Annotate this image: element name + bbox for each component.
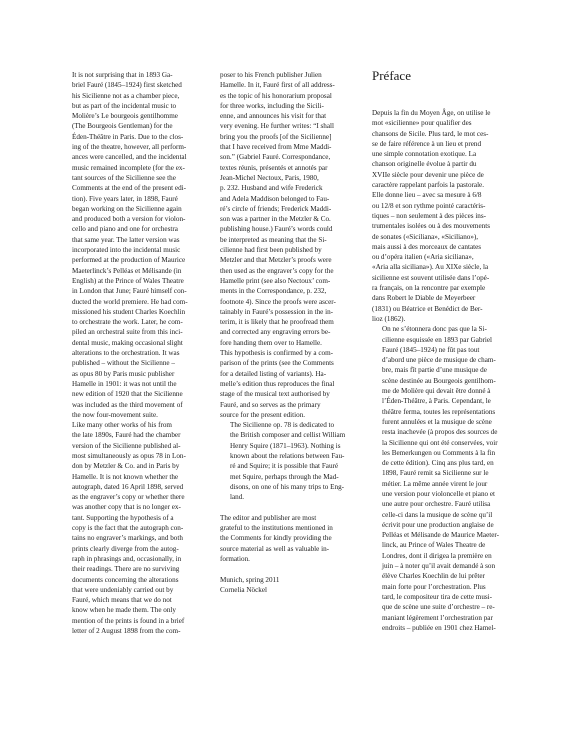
- text-line: tion). Five years later, in 1898, Fauré: [72, 194, 178, 203]
- text-line: The editor and publisher are most: [220, 513, 317, 522]
- text-line: mot «sicilienne» pour qualifier des: [372, 119, 472, 128]
- text-line: that I have received from Mme Maddi-: [220, 143, 332, 152]
- text-line: letter of 2 August 1898 from the com-: [72, 627, 181, 636]
- text-line: (The Bourgeois Gentleman) for the: [72, 122, 173, 131]
- text-line: copy is the fact that the autograph con-: [72, 524, 184, 533]
- text-line: linck, au Prince of Wales Theatre de: [382, 541, 486, 550]
- text-line: to orchestrate the work. Later, he com-: [72, 318, 183, 327]
- text-line: that same year. The latter version was: [72, 235, 180, 244]
- text-line: tant sources of the Sicilienne see the: [72, 173, 176, 182]
- text-line: footnote 4). Since the proofs were ascer-: [220, 297, 336, 306]
- text-line: ments in the Correspondance, p. 232,: [220, 287, 327, 296]
- text-line: ances were cancelled, and the incidental: [72, 153, 187, 162]
- text-line: chansons de Sicile. Plus tard, le mot ces-: [372, 129, 489, 138]
- text-line: Jean-Michel Nectoux, Paris, 1980,: [220, 173, 319, 182]
- text-line: the British composer and cellist William: [230, 431, 346, 440]
- text-line: formation.: [220, 554, 250, 563]
- text-line: Hamelle print (see also Nectoux’ com-: [220, 276, 331, 285]
- text-line: resta inachevée (à propos des sources de: [382, 428, 498, 437]
- text-line: Molière’s Le bourgeois gentilhomme: [72, 112, 178, 121]
- text-line: and corrected any engraving errors be-: [220, 328, 331, 337]
- text-line: théâtre ferma, toutes les représentations: [382, 407, 496, 416]
- text-line: very evening. He further writes: “I shall: [220, 122, 335, 131]
- text-line: de cette édition). Cinq ans plus tard, en: [382, 459, 494, 468]
- text-line: This hypothesis is confirmed by a com-: [220, 349, 334, 358]
- text-line: Fauré, which means that we do not: [72, 596, 172, 605]
- paragraph: [372, 324, 522, 633]
- text-line: for a detailed listing of variants). Ha-: [220, 369, 327, 378]
- text-line: maniant légèrement l’orchestration par: [382, 613, 493, 622]
- text-line: tiques – non seulement à des pièces ins-: [372, 211, 487, 220]
- text-line: and Adela Maddison belonged to Fau-: [220, 194, 330, 203]
- text-line: that were undeniably carried out by: [72, 585, 174, 594]
- text-line: ou 12/8 et son rythme pointé caractéris-: [372, 201, 486, 210]
- text-line: their readings. There are no surviving: [72, 565, 180, 574]
- text-line: Pelléas et Mélisande de Maurice Maeter-: [382, 531, 500, 540]
- text-line: Like many other works of his from: [72, 421, 172, 430]
- text-line: don by Metzler & Co. and in Paris by: [72, 462, 180, 471]
- text-line: cilienne esquissée en 1893 par Gabriel: [382, 335, 493, 344]
- paragraph: [220, 420, 370, 502]
- text-line: Hamelle in 1901: it was not until the: [72, 379, 177, 388]
- text-line: publishing house.) Fauré’s words could: [220, 225, 333, 234]
- text-line: dans Robert le Diable de Meyerbeer: [372, 294, 476, 303]
- text-line: XVIIe siècle pour devenir une pièce de: [372, 170, 484, 179]
- text-line: It is not surprising that in 1893 Ga-: [72, 71, 173, 79]
- text-line: tainably in Fauré’s possession in the in-: [220, 307, 334, 316]
- text-line: Éden-Théâtre in Paris. Due to the clos-: [72, 132, 184, 141]
- text-line: Hamelle. It is not known whether the: [72, 472, 179, 481]
- text-line: Cornelia Nöckel: [220, 585, 267, 594]
- text-line: écrivit pour une production anglaise de: [382, 520, 494, 529]
- paragraph: [220, 70, 370, 420]
- text-line: lioz (1862).: [372, 314, 406, 323]
- text-line: cello and piano and one for orchestra: [72, 225, 178, 234]
- text-line: and produced both a version for violon-: [72, 215, 186, 224]
- text-line: raph in phrasings and, occasionally, in: [72, 554, 182, 563]
- text-line: music remained incomplete (for the ex-: [72, 163, 185, 172]
- text-line: Metzler and that Metzler’s proofs were: [220, 256, 332, 265]
- text-line: chanson originelle évolue à partir du: [372, 160, 477, 169]
- text-line: began working on the Sicilienne again: [72, 204, 182, 213]
- text-line: textes réunis, présentés et annotés par: [220, 163, 328, 172]
- text-line: me de Molière qui devait être donné à: [382, 387, 491, 396]
- text-line: bre, mais fît partie d’une musique de: [382, 366, 487, 375]
- text-line: Fauré, and so serves as the primary: [220, 400, 321, 409]
- text-line: sicilienne est souvent utilisée dans l’opé-: [372, 273, 490, 282]
- text-line: terim, it is likely that he proofread them: [220, 318, 334, 327]
- text-line: Hamelle. In it, Fauré first of all address-: [220, 81, 335, 90]
- text-line: mais aussi à des morceaux de cantates: [372, 242, 482, 251]
- text-line: prints clearly diverge from the autog-: [72, 544, 179, 553]
- text-line: Comments at the end of the present edi-: [72, 184, 187, 193]
- preface-heading: Préface: [372, 68, 411, 83]
- text-line: his Sicilienne not as a chamber piece,: [72, 91, 180, 100]
- text-line: son was a partner in the Metzler & Co.: [220, 215, 331, 224]
- text-line: in London that June; Fauré himself con-: [72, 287, 187, 296]
- text-line: missioned his student Charles Koechlin: [72, 307, 186, 316]
- text-line: une simple connotation exotique. La: [372, 150, 477, 159]
- text-line: «Aria alla siciliana»). Au XIXe siècle, la: [372, 263, 489, 272]
- text-line: On ne s’étonnera donc pas que la Si-: [382, 325, 487, 334]
- acknowledgement-paragraph: [220, 513, 370, 564]
- paragraph: [62, 70, 212, 420]
- text-line: élève Charles Koechlin de lui prêter: [382, 572, 485, 581]
- text-line: piled an orchestral suite from this inci-: [72, 328, 183, 337]
- text-line: grateful to the institutions mentioned in: [220, 524, 333, 533]
- text-line: met Squire, perhaps through the Mad-: [230, 472, 339, 481]
- text-line: the now four-movement suite.: [72, 410, 158, 419]
- paragraph: [62, 420, 212, 636]
- text-line: documents concerning the alterations: [72, 575, 179, 584]
- text-line: une autre pour orchestre. Fauré utilisa: [382, 500, 491, 509]
- text-line: the late 1890s, Fauré had the chamber: [72, 431, 181, 440]
- text-line: source material as well as valuable in-: [220, 544, 330, 553]
- text-line: The Sicilienne op. 78 is dedicated to: [230, 421, 335, 430]
- text-line: Londres, dont il dirigea la première en: [382, 551, 492, 560]
- text-line: les Bemerkungen ou Comments à la fin: [382, 448, 496, 457]
- text-line: Fauré (1845–1924) ne fût pas tout: [382, 345, 480, 354]
- text-line: scène destinée au Bourgeois gentilhom-: [382, 376, 496, 385]
- text-line: be interpreted as meaning that the Si-: [220, 235, 327, 244]
- text-line: mention of the prints is found in a brief: [72, 616, 185, 625]
- text-line: alterations to the orchestration. It was: [72, 349, 180, 358]
- text-line: but as part of the incidental music to: [72, 101, 177, 110]
- text-line: ou d’opéra italien («Aria siciliana»,: [372, 253, 474, 262]
- paragraph: [372, 108, 522, 324]
- text-line: disons, on one of his many trips to Eng-: [230, 482, 345, 491]
- text-line: Elle donne lieu – avec sa mesure à 6/8: [372, 191, 482, 200]
- text-line: (1831) ou Béatrice et Benédict de Ber-: [372, 304, 483, 313]
- text-line: poser to his French publisher Julien: [220, 71, 322, 79]
- text-line: enne, and announces his visit for that: [220, 112, 327, 121]
- text-line: ré’s circle of friends; Frederick Maddi-: [220, 204, 332, 213]
- text-line: de sonates («Siciliana», «Siciliano»),: [372, 232, 479, 241]
- text-line: furent annulées et la musique de scène: [382, 417, 492, 426]
- text-line: dental music, making occasional slight: [72, 338, 183, 347]
- text-line: métier. La même année virent le jour: [382, 479, 488, 488]
- text-line: known about the relations between Fau-: [230, 451, 345, 460]
- text-line: d’abord une pièce de musique de cham-: [382, 356, 496, 365]
- text-line: 1898, Fauré remit sa Sicilienne sur le: [382, 469, 489, 478]
- text-line: tant. Supporting the hypothesis of a: [72, 513, 174, 522]
- text-line: Maeterlinck’s Pelléas et Mélisande (in: [72, 266, 182, 275]
- text-line: performed at the production of Maurice: [72, 256, 186, 265]
- text-line: then used as the engraver’s copy for the: [220, 266, 334, 275]
- text-line: for three works, including the Sicili-: [220, 101, 324, 110]
- text-line: source for the present edition.: [220, 410, 306, 419]
- text-line: English) at the Prince of Wales Theatre: [72, 276, 184, 285]
- text-line: ré and Squire; it is possible that Fauré: [230, 462, 339, 471]
- text-line: juin – à noter qu’il avait demandé à son: [382, 562, 496, 571]
- text-line: published – without the Sicilienne –: [72, 359, 175, 368]
- text-line: most simultaneously as opus 78 in Lon-: [72, 451, 186, 460]
- text-line: incorporated into the incidental music: [72, 246, 181, 255]
- text-line: l’Éden-Théâtre, à Paris. Cependant, le: [382, 397, 491, 406]
- text-line: parison of the prints (see the Comments: [220, 359, 334, 368]
- signature-block: [220, 575, 370, 596]
- text-line: was included as the third movement of: [72, 400, 183, 409]
- text-line: la Sicilienne qui ont été conservées, voir: [382, 438, 498, 447]
- text-line: une version pour violoncelle et piano et: [382, 489, 496, 498]
- text-line: Depuis la fin du Moyen Âge, on utilise le: [372, 109, 491, 117]
- text-line: as opus 80 by Paris music publisher: [72, 369, 175, 378]
- text-line: autograph, dated 16 April 1898, served: [72, 482, 184, 491]
- text-line: land.: [230, 493, 245, 502]
- text-line: new edition of 1920 that the Sicilienne: [72, 390, 183, 399]
- text-line: know when he made them. The only: [72, 606, 176, 615]
- text-line: es the topic of his honorarium proposal: [220, 91, 332, 100]
- text-line: ing of the theatre, however, all perform-: [72, 143, 187, 152]
- text-line: trumentales isolées ou à des mouvements: [372, 222, 490, 231]
- text-line: fore handing them over to Hamelle.: [220, 338, 322, 347]
- text-line: tains no engraver’s markings, and both: [72, 534, 183, 543]
- text-line: briel Fauré (1845–1924) first sketched: [72, 81, 182, 90]
- text-line: as the engraver’s copy or whether there: [72, 493, 185, 502]
- text-line: the Comments for kindly providing the: [220, 534, 332, 543]
- text-line: tard, le compositeur tira de cette musi-: [382, 592, 493, 601]
- text-line: ra français, on la rencontre par exemple: [372, 284, 486, 293]
- text-line: cilienne had first been published by: [220, 246, 322, 255]
- text-line: stage of the musical text authorised by: [220, 390, 330, 399]
- text-line: main forte pour l’orchestration. Plus: [382, 582, 486, 591]
- text-line: ducted the world premiere. He had com-: [72, 297, 188, 306]
- text-line: se de faire référence à un lieu et prend: [372, 139, 482, 148]
- english-column-left: [62, 70, 212, 636]
- french-column: [372, 108, 522, 633]
- text-line: endroits – publiée en 1901 chez Hamel-: [382, 623, 496, 632]
- text-line: melle’s edition thus reproduces the final: [220, 379, 335, 388]
- text-line: Munich, spring 2011: [220, 575, 280, 584]
- text-line: p. 232. Husband and wife Frederick: [220, 184, 323, 193]
- text-line: que de scène une suite d’orchestre – re-: [382, 603, 495, 612]
- text-line: caractère rappelant parfois la pastorale.: [372, 181, 485, 190]
- english-column-right: [220, 70, 370, 595]
- text-line: was another copy that is no longer ex-: [72, 503, 181, 512]
- text-line: version of the Sicilienne published al-: [72, 441, 181, 450]
- text-line: bring you the proofs [of the Sicilienne]: [220, 132, 332, 141]
- text-line: Henry Squire (1871–1963). Nothing is: [230, 441, 341, 450]
- text-line: celle-ci dans la musique de scène qu’il: [382, 510, 493, 519]
- text-line: son.” (Gabriel Fauré. Correspondance,: [220, 153, 331, 162]
